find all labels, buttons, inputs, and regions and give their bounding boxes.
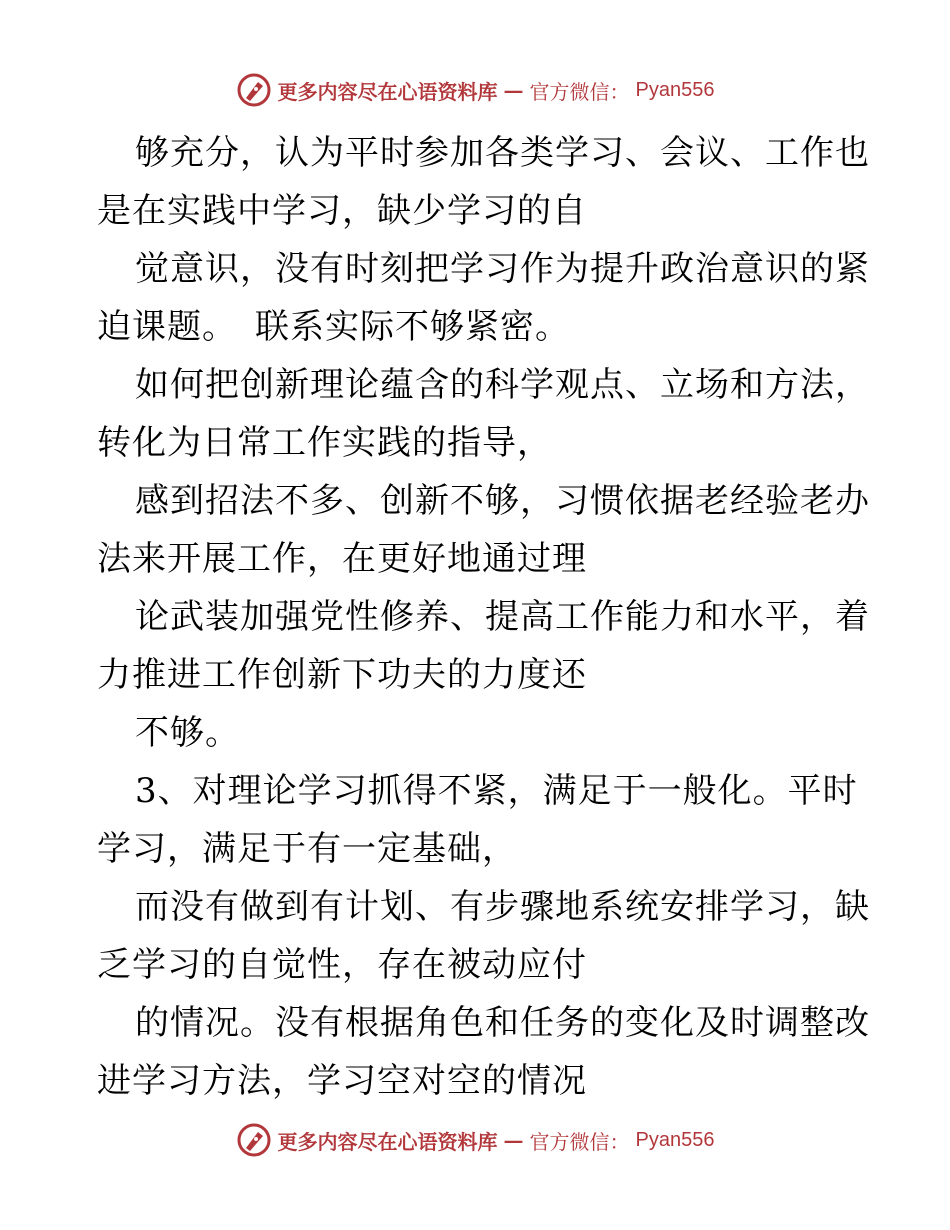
pen-nib-logo-icon xyxy=(236,1122,272,1158)
body-line: 法来开展工作，在更好地通过理 xyxy=(97,539,587,579)
body-line: 力推进工作创新下功夫的力度还 xyxy=(97,655,587,695)
watermark-wechat-id: Pyan556 xyxy=(635,1128,715,1151)
body-line: 如何把创新理论蕴含的科学观点、立场和方法， xyxy=(135,365,870,405)
watermark-separator: — xyxy=(503,1128,524,1152)
body-line: 3、对理论学习抓得不紧，满足于一般化。平时 xyxy=(135,771,858,811)
document-body xyxy=(97,124,870,1110)
body-line: 迫课题。 联系实际不够紧密。 xyxy=(97,307,570,347)
body-line: 是在实践中学习，缺少学习的自 xyxy=(97,191,587,231)
body-line: 学习，满足于有一定基础， xyxy=(97,829,517,869)
body-line: 乏学习的自觉性，存在被动应付 xyxy=(97,945,587,985)
body-line: 不够。 xyxy=(135,713,240,753)
body-line: 感到招法不多、创新不够，习惯依据老经验老办 xyxy=(135,481,870,521)
watermark-main-text: 更多内容尽在心语资料库 xyxy=(277,1129,498,1154)
watermark-separator: — xyxy=(503,78,524,102)
body-line: 够充分，认为平时参加各类学习、会议、工作也 xyxy=(135,133,870,173)
body-line: 的情况。没有根据角色和任务的变化及时调整改 xyxy=(135,1003,870,1043)
footer-watermark xyxy=(0,1120,950,1160)
watermark-wechat-label: 官方微信： xyxy=(529,79,630,104)
body-line: 觉意识，没有时刻把学习作为提升政治意识的紧 xyxy=(135,249,870,289)
body-line: 而没有做到有计划、有步骤地系统安排学习，缺 xyxy=(135,887,870,927)
watermark-wechat-id: Pyan556 xyxy=(635,78,715,101)
header-watermark xyxy=(0,70,950,110)
body-line: 进学习方法，学习空对空的情况 xyxy=(97,1061,587,1101)
body-line: 论武装加强党性修养、提高工作能力和水平，着 xyxy=(135,597,870,637)
watermark-wechat-label: 官方微信： xyxy=(529,1129,630,1154)
pen-nib-logo-icon xyxy=(236,72,272,108)
body-line: 转化为日常工作实践的指导， xyxy=(97,423,552,463)
watermark-main-text: 更多内容尽在心语资料库 xyxy=(277,79,498,104)
